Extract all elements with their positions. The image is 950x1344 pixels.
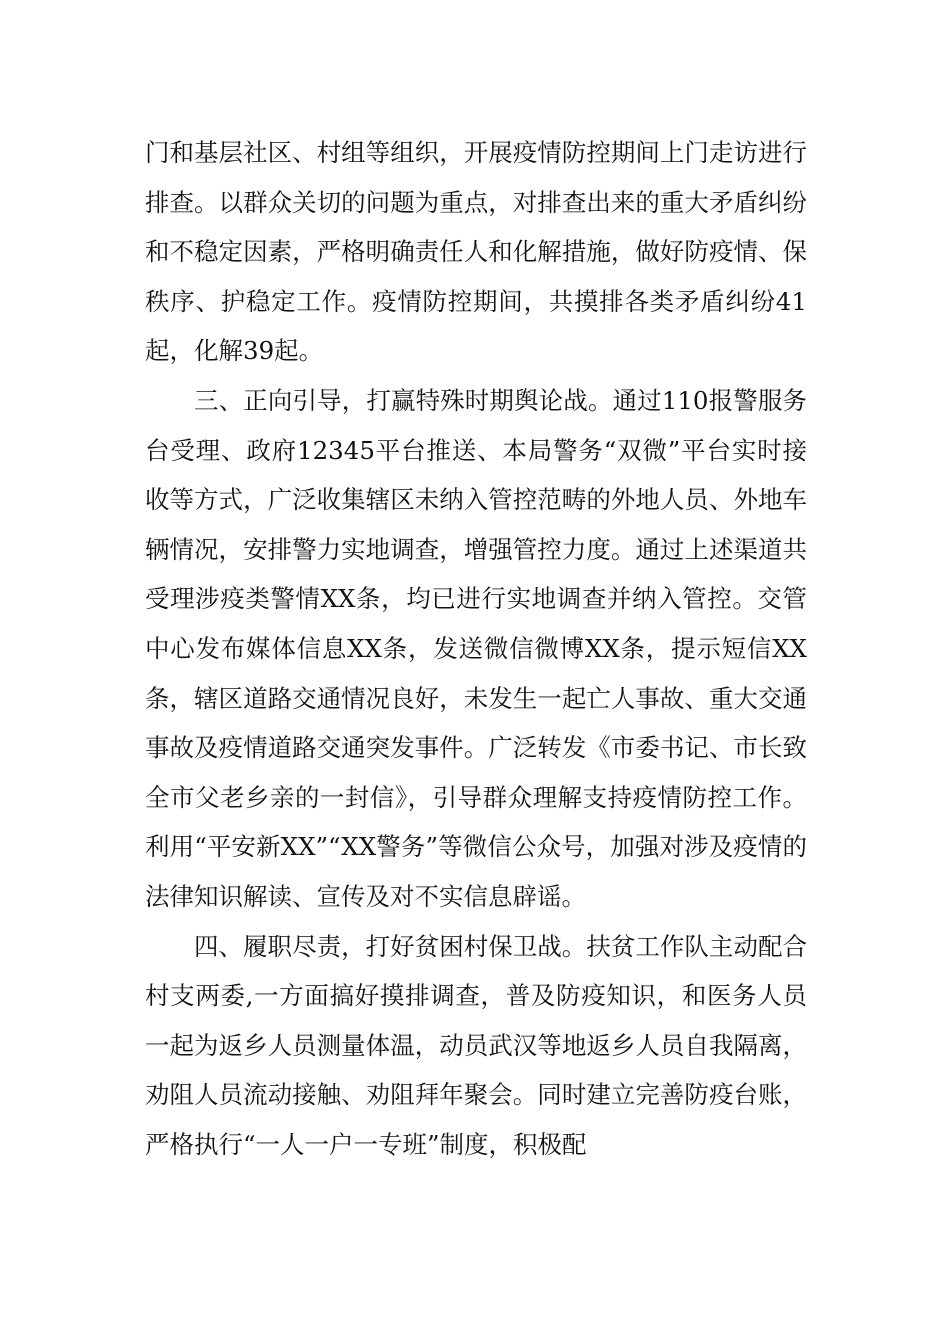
paragraph-section-four: 四、履职尽责，打好贫困村保卫战。扶贫工作队主动配合村支两委,一方面搞好摸排调查，普及防疫知识，和医务人员一起为返乡人员测量体温，动员武汉等地返乡人员自我隔离，劝阻人员流动接触、劝阻拜年聚会。同时建立完善防疫台账，严格执行“一人一户一专班”制度，积极配 [145,931,807,1159]
paragraph-continuation: 门和基层社区、村组等组织，开展疫情防控期间上门走访进行排查。以群众关切的问题为重点，对排查出来的重大矛盾纠纷和不稳定因素，严格明确责任人和化解措施，做好防疫情、保秩序、护稳定工作。疫情防控期间，共摸排各类矛盾纠纷41起，化解39起。 [145,138,807,366]
document-page [145,128,807,1169]
paragraph-section-three: 三、正向引导，打赢特殊时期舆论战。通过110报警服务台受理、政府12345平台推送、本局警务“双微”平台实时接收等方式，广泛收集辖区未纳入管控范畴的外地人员、外地车辆情况，安排警力实地调查，增强管控力度。通过上述渠道共受理涉疫类警情XX条，均已进行实地调查并纳入管控。交管中心发布媒体信息XX条，发送微信微博XX条，提示短信XX条，辖区道路交通情况良好，未发生一起亡人事故、重大交通事故及疫情道路交通突发事件。广泛转发《市委书记、市长致全市父老乡亲的一封信》，引导群众理解支持疫情防控工作。利用“平安新XX”“XX警务”等微信公众号，加强对涉及疫情的法律知识解读、宣传及对不实信息辟谣。 [145,385,807,911]
